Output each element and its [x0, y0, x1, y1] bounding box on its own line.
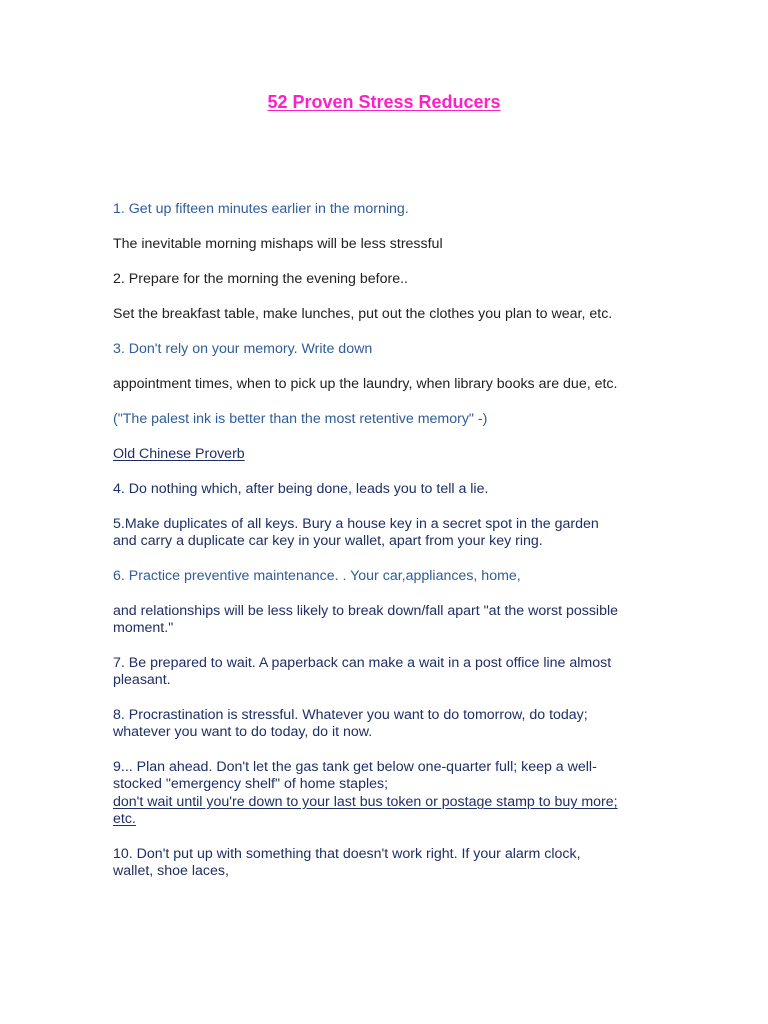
tip-7-line-2: pleasant.: [113, 672, 171, 688]
tip-6-detail-line-2: moment.": [113, 620, 174, 636]
tip-9-line-3: don't wait until you're down to your last bus token or postage stamp to buy more;: [113, 794, 618, 810]
tip-3: 3. Don't rely on your memory. Write down: [113, 341, 373, 357]
tip-3-detail: appointment times, when to pick up the laundry, when library books are due, etc.: [113, 376, 618, 392]
title-text: 52 Proven Stress Reducers: [267, 92, 501, 112]
tip-7-line-1: 7. Be prepared to wait. A paperback can make a wait in a post office line almost: [113, 655, 612, 671]
document-title: [0, 91, 768, 113]
tip-1-detail: The inevitable morning mishaps will be less stressful: [113, 236, 443, 252]
tip-10-line-2: wallet, shoe laces,: [113, 863, 229, 879]
tip-6: 6. Practice preventive maintenance. . Your car,appliances, home,: [113, 568, 521, 584]
tip-5-line-2: and carry a duplicate car key in your wallet, apart from your key ring.: [113, 533, 543, 549]
tip-9-line-4: etc.: [113, 811, 136, 827]
proverb-source: Old Chinese Proverb: [113, 446, 245, 462]
tip-9-line-2: stocked "emergency shelf" of home staples;: [113, 776, 389, 792]
tip-2: 2. Prepare for the morning the evening before..: [113, 271, 408, 287]
tip-4: 4. Do nothing which, after being done, leads you to tell a lie.: [113, 481, 489, 497]
tip-6-detail-line-1: and relationships will be less likely to break down/fall apart "at the worst possible: [113, 603, 619, 619]
tip-9-line-1: 9... Plan ahead. Don't let the gas tank get below one-quarter full; keep a well-: [113, 759, 597, 775]
quote-text: ("The palest ink is better than the most retentive memory" -): [113, 411, 488, 427]
tip-5-line-1: 5.Make duplicates of all keys. Bury a house key in a secret spot in the garden: [113, 516, 599, 532]
tip-10-line-1: 10. Don't put up with something that doesn't work right. If your alarm clock,: [113, 846, 581, 862]
tip-8-line-1: 8. Procrastination is stressful. Whatever you want to do tomorrow, do today;: [113, 707, 588, 723]
tip-2-detail: Set the breakfast table, make lunches, put out the clothes you plan to wear, etc.: [113, 306, 613, 322]
tip-8-line-2: whatever you want to do today, do it now.: [113, 724, 373, 740]
tip-1: 1. Get up fifteen minutes earlier in the morning.: [113, 201, 409, 217]
